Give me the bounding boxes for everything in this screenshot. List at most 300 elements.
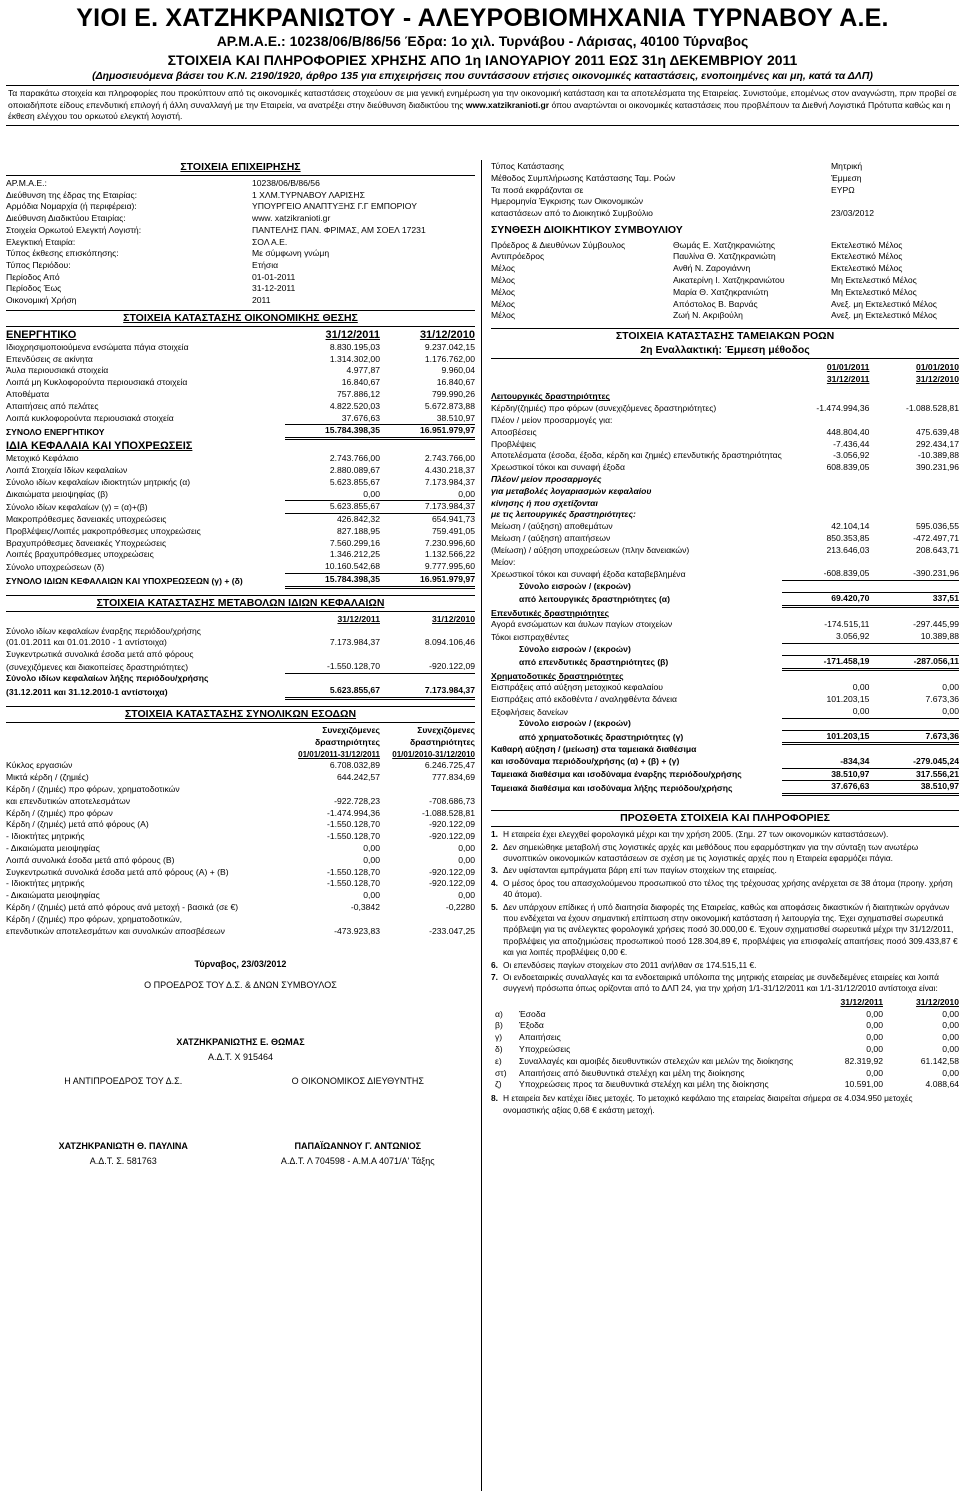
row-value-current: 827.188,95 (336, 525, 380, 536)
row-value-current: 213.646,03 (826, 544, 870, 555)
cfo-name: ΠΑΠΑΪΩΑΝΝΟΥ Γ. ΑΝΤΩΝΙΟΣ (294, 1141, 421, 1152)
member-role: Μέλος (491, 310, 516, 321)
row-value-current: -1.550.128,70 (326, 866, 380, 877)
vice-id: Α.Δ.Τ. Σ. 581763 (89, 1156, 157, 1167)
info-key: ΑΡ.Μ.Α.Ε.: (6, 178, 47, 188)
row-value-previous: 0,00 (458, 842, 475, 853)
row-label: Δικαιώματα μειοψηφίας (β) (6, 489, 109, 499)
row-value-current: 2.743.766,00 (329, 453, 380, 464)
member-name: Ανθή Ν. Ζαρογιάννη (673, 263, 751, 274)
row-value-previous: -708.686,73 (429, 795, 475, 806)
row-value-previous: 0,00 (458, 890, 475, 901)
row-value-previous: 6.246.725,47 (424, 760, 475, 771)
table-row (6, 365, 475, 377)
row-value-previous: 0,00 (942, 682, 959, 693)
note-text: Δεν υπάρχουν επίδικες ή υπό διαιτησία διαφορές της Εταιρείας, καθώς και αποφάσεις δικαστικών ή διαιτητικών οργάνων που ενδέχεται να έχουν σημαντική επίπτωση στην οικονομική κατάσταση ή λειτουργία της. Έχει σχηματισθεί σωρευτικά πρόβλεψη για τις ανέλεγκτες φορολογικά χρήσεις ποσό 30.000,00 €. Έχουν σχηματισθεί σωρευτικά μέχρι την 31/12/2011, προβλέψεις για αποζημιώσεις προσωπικού ποσό 128.304,89 €, προβλέψεις για επισφαλείς απαιτήσεις ποσό 309.433,87 € και για λοιπές προβλέψεις 0,00 €. (503, 901, 958, 958)
table-row (6, 401, 475, 413)
info-value: 31-12-2011 (252, 283, 296, 294)
cfo-id: Α.Δ.Τ. Λ 704598 - Α.Μ.Α 4071/Α' Τάξης (280, 1156, 435, 1167)
rp-label: Υποχρεώσεις προς τα διευθυντικά στελέχη και μέλη της διοίκησης (519, 1079, 769, 1090)
row-label: Αγορά ενσώματων και άυλων παγίων στοιχείων (491, 619, 673, 630)
rp-label: Συναλλαγές και αμοιβές διευθυντικών στελεχών και μελών της διοίκησης (519, 1055, 794, 1066)
note-text: Η εταιρεία έχει ελεγχθεί φορολογικά μέχρι και την χρήση 2005. (Σημ. 27 των οικονομικών καταστάσεων). (503, 829, 889, 840)
notes-list (491, 829, 959, 995)
row-label: Πλέον / μείον προσαρμογές για: (491, 414, 613, 425)
table-row (6, 867, 475, 879)
rp-value-current: 0,00 (866, 1020, 883, 1031)
rp-label: Υποχρεώσεις (519, 1044, 571, 1055)
report-info-row (491, 173, 959, 185)
board-member-row (491, 310, 959, 322)
balance-table: ΕΝΕΡΓΗΤΙΚΟ 31/12/2011 31/12/2010 Ιδιοχρησιμοποιούμενα ενσώματα πάγια στοιχεία 8.830.195,03 9.237.042,15 Επενδύσεις σε ακίνητα 1.314.302,00 1.176.762,00 Άυλα περιουσιακά στοιχεία 4.977,87 9.960,04 Λοιπά μη Κυκλοφορούντα περιουσιακά στοιχεία 16.840,67 16.840,67 Αποθέματα 757.886,12 799.990,26 Απαιτήσεις από πελάτες 4.822.520,03 5.672.873,88 Λοιπά κυκλοφορούντα περιουσιακά στοιχεία 37.676,63 38.510,97 ΣΥΝΟΛΟ ΕΝΕΡΓΗΤΙΚΟΥ 15.784.398,35 16.951.979,97 ΙΔΙΑ ΚΕΦΑΛΑΙΑ ΚΑΙ ΥΠΟΧΡΕΩΣΕΙΣ Μετοχικό Κεφάλαιο 2.743.766,00 2.743.766,00 Λοιπά Στοιχεία Ιδίων κεφαλαίων 2.880.089,67 4.430.218,37 Σύνολο ιδίων κεφαλαίων ιδιοκτητών μητρικής (α) 5.623.855,67 7.173.984,37 Δικαιώματα μειοψηφίας (β) 0,00 0,00 Σύνολο ιδίων κεφαλαίων (γ) = (α)+(β) 5.623.855,67 7.173.984,37 Μακροπρόθεσμες δανειακές υποχρεώσεις 426.842,32 654.941,73 Προβλέψεις/Λοιπές μακροπρόθεσμες υποχρεώσεις 827.188,95 759.491,05 Βραχυπρόθεσμες δανειακές Υποχρεώσεις 7.560.299,16 7.230.996,60 Λοιπές βραχυπρόθεσμες υποχρεώσεις 1.346.212,25 1.132.566,22 Σύνολο υποχρεώσεων (δ) 10.160.542,68 9.777.995,60 ΣΥΝΟΛΟ ΙΔΙΩΝ ΚΕΦΑΛΑΙΩΝ ΚΑΙ ΥΠΟΧΡΕΩΣΕΩΝ (γ) + (δ) 15.784.398,35 16.951.979,97 (6, 328, 475, 586)
row-value-previous: 759.491,05 (431, 525, 475, 536)
row-value-current: -1.550.128,70 (326, 831, 380, 842)
intro-paragraph: Τα παρακάτω στοιχεία και πληροφορίες που προκύπτουν από τις οικονομικές καταστάσεις στοχεύουν σε μια γενική ενημέρωση για την οικονομική κατάσταση και τα αποτελέσματα της Εταιρείας. Συνιστούμε, επομένως στον αναγνώστη, πριν προβεί σε οποιαδήποτε είδους επενδυτική επιλογή ή άλλη συναλλαγή με την Εταιρεία, να ανατρέξει στην διεύθυνση διαδικτύου της www.xatzikranioti.gr όπου αναρτώνται οι οικονομικές καταστάσεις που προβλέπουν τα Διεθνή Λογιστικά Πρότυπα καθώς και η έκθεση ελέγχου του ορκωτού ελεγκτή λογιστή. (6, 86, 959, 126)
table-row (491, 439, 959, 451)
table-row (6, 796, 475, 808)
rp-value-previous: 4.088,64 (925, 1079, 959, 1090)
note-item (491, 902, 959, 959)
note-number: 4. (491, 877, 498, 888)
rp-value-current: 0,00 (866, 1008, 883, 1019)
rp-label: Απαιτήσεις από διευθυντικά στελέχη και μέλη της διοίκησης (519, 1067, 745, 1078)
row-value-previous: 9.237.042,15 (424, 341, 475, 352)
info-key: Διεύθυνση Διαδικτύου Εταιρίας: (6, 213, 126, 224)
member-name: Ζωή Ν. Ακριβούλη (673, 310, 743, 321)
row-label: Λοιπές βραχυπρόθεσμες υποχρεώσεις (6, 549, 154, 560)
row-value-current: -608.839,05 (782, 568, 870, 580)
member-name: Απόστολος Β. Βαρνάς (673, 298, 758, 309)
table-row (491, 403, 959, 415)
table-row (491, 462, 959, 474)
cfo-title: Ο ΟΙΚΟΝΟΜΙΚΟΣ ΔΙΕΥΘΥΝΤΗΣ (291, 1076, 424, 1087)
table-row (6, 377, 475, 389)
row-label: (Μείωση) / αύξηση υποχρεώσεων (πλην δανειακών) (491, 544, 690, 555)
table-row (6, 772, 475, 784)
row-value-previous: -10.389,88 (917, 450, 959, 461)
table-row (491, 415, 959, 427)
member-role: Μέλος (491, 298, 516, 309)
rp-value-previous: 0,00 (942, 1067, 959, 1078)
member-type: Μη Εκτελεστικό Μέλος (831, 286, 917, 297)
row-value-previous (869, 557, 959, 569)
member-name: Παυλίνα Θ. Χατζηκρανιώτη (673, 251, 776, 262)
row-label: Λοιπά κυκλοφορούντα περιουσιακά στοιχεία (6, 413, 174, 424)
info-key: Τύπος Κατάστασης (491, 161, 564, 171)
rp-value-current: 0,00 (866, 1032, 883, 1043)
rp-value-previous: 61.142,58 (920, 1055, 959, 1066)
row-value-current: 8.830.195,03 (329, 341, 380, 352)
info-key: Μέθοδος Συμπλήρωσης Κατάστασης Ταμ. Ροών (491, 172, 676, 183)
info-key: Περίοδος Από (6, 271, 60, 282)
row-label: Λοιπά συνολικά έσοδα μετά από φόρους (Β) (6, 854, 175, 865)
right-column (487, 160, 959, 1491)
row-value-previous: 7.230.996,60 (424, 537, 475, 548)
row-value-previous: 292.434,17 (915, 438, 959, 449)
company-info-row (6, 283, 475, 295)
table-row (6, 477, 475, 489)
row-label: - Δικαιώματα μειοψηφίας (6, 842, 100, 853)
company-info-row (6, 190, 475, 202)
row-value-previous: -233.047,25 (429, 925, 475, 936)
related-party-table: 31/12/2011 31/12/2010 α) Έσοδα 0,00 0,00 β) Έξοδα 0,00 0,00 γ) Απαιτήσεις 0,00 0,00 δ) Υποχρεώσεις 0,00 0,00 ε) Συναλλαγές και αμοιβές διευθυντικών στελεχών και μελών της διοίκησης 82.319,92 61.142,58 στ) Απαιτήσεις από διευθυντικά στελέχη και μέλη της διοίκησης 0,00 0,00 ζ) Υποχρεώσεις προς τα διευθυντικά στελέχη και μέλη της διοίκησης 10.591,00 4.088,64 (491, 997, 959, 1091)
vice-title: Η ΑΝΤΙΠΡΟΕΔΡΟΣ ΤΟΥ Δ.Σ. (64, 1076, 183, 1087)
row-label: Τόκοι εισπραχθέντες (491, 631, 569, 642)
member-type: Εκτελεστικό Μέλος (831, 239, 903, 250)
chairman-title: Ο ΠΡΟΕΔΡΟΣ ΤΟΥ Δ.Σ. & ΔΝΩΝ ΣΥΜΒΟΥΛΟΣ (144, 980, 337, 991)
table-row (6, 413, 475, 425)
row-label: Κύκλος εργασιών (6, 760, 73, 771)
note-number: 1. (491, 829, 498, 840)
row-label: Κέρδη / (ζημιές) προ φόρων, χρηματοδοτικών, (6, 913, 183, 924)
row-value-current: 42.104,14 (831, 521, 870, 532)
row-value-current: 850.353,85 (826, 532, 870, 543)
note-item (491, 972, 959, 995)
rp-value-current: 10.591,00 (844, 1079, 883, 1090)
info-value: Έμμεση (831, 172, 862, 183)
rp-value-current: 0,00 (866, 1067, 883, 1078)
row-label: - Ιδιοκτήτες μητρικής (6, 831, 85, 842)
row-value-previous: 0,00 (380, 489, 475, 501)
row-value-current: 644.242,57 (336, 772, 380, 783)
row-value-previous: 7.173.984,37 (424, 476, 475, 487)
row-value-current: 0,00 (285, 489, 380, 501)
row-value-current: 608.839,05 (826, 462, 870, 473)
row-label: Αποθέματα (6, 388, 50, 399)
table-row (6, 902, 475, 914)
row-value-current: -7.436,44 (833, 438, 870, 449)
rp-value-previous: 0,00 (942, 1044, 959, 1055)
board-member-row (491, 299, 959, 311)
board-member-row (491, 263, 959, 275)
table-row (491, 545, 959, 557)
table-row (6, 526, 475, 538)
row-label: Εξοφλήσεις δανείων (491, 706, 568, 717)
note-item (491, 829, 959, 840)
row-value-current: 4.977,87 (346, 365, 380, 376)
table-row (491, 557, 959, 569)
table-row (6, 538, 475, 550)
related-party-row (491, 1009, 959, 1021)
row-value-current: 16.840,67 (341, 377, 380, 388)
note-number: 7. (491, 972, 498, 983)
row-value-previous: 654.941,73 (431, 514, 475, 525)
row-value-previous: 38.510,97 (380, 413, 475, 425)
table-row (491, 521, 959, 533)
report-info-row (491, 196, 959, 208)
note-text: Δεν σημειώθηκε μεταβολή στις λογιστικές αρχές και μεθόδους που εφαρμόστηκαν για την σύνταξη των ανωτέρω συνοπτικών οικονομικών καταστάσεων σε σχέση με τις λογιστικές αρχές που η Εταιρεία εφαρμόζει πάγια. (503, 841, 919, 863)
row-label: Λοιπά Στοιχεία Ιδίων κεφαλαίων (6, 464, 128, 475)
info-key: Στοιχεία Ορκωτού Ελεγκτή Λογιστή: (6, 224, 142, 235)
info-key: καταστάσεων από το Διοικητικό Συμβούλιο (491, 208, 653, 219)
table-row (491, 427, 959, 439)
rp-value-current: 0,00 (866, 1044, 883, 1055)
row-value-current: -174.515,11 (824, 619, 870, 630)
report-info-row (491, 161, 959, 173)
table-row (6, 890, 475, 902)
info-key: Ελεγκτική Εταιρία: (6, 236, 76, 247)
board-member-row (491, 251, 959, 263)
table-row (6, 514, 475, 526)
row-value-previous: -390.231,96 (869, 568, 959, 580)
note-number: 2. (491, 841, 498, 852)
row-label: - Ιδιοκτήτες μητρικής (6, 878, 85, 889)
info-value: ΕΥΡΩ (831, 184, 855, 195)
cashflow-table: 01/01/2011 01/01/2010 31/12/2011 31/12/2010 Λειτουργικές δραστηριότητες Κέρδη/(ζημιές) προ φόρων (συνεχιζόμενες δραστηριότητες) -1.474.994,36 -1.088.528,81 Πλέον / μείον προσαρμογές για: Αποσβέσεις 448.804,40 475.639,48 Προβλέψεις -7.436,44 292.434,17 Αποτελέσματα (έσοδα, έξοδα, κέρδη και ζημιές) επενδυτικής δραστηριότητας -3.056,92 -10.389,88 Χρεωστικοί τόκοι και συναφή έξοδα 608.839,05 390.231,96 Πλέον/ μείον προσαρμογές για μεταβολές λογαριασμών κεφαλαίου κίνησης ή που σχετίζονται με τις λειτουργικές δραστηριότητες: Μείωση / (αύξηση) αποθεμάτων 42.104,14 595.036,55 Μείωση / (αύξηση) απαιτήσεων 850.353,85 -472.497,71 (Μείωση) / αύξηση υποχρεώσεων (πλην δανειακών) 213.646,03 208.643,71 Μείον: Χρεωστικοί τόκοι και συναφή έξοδα καταβεβλημένα -608.839,05 -390.231,96 Σύνολο εισροών / (εκροών) από λειτουργικές δραστηριότητες (α) 69.420,70 337,51 Επενδυτικές δραστηριότητες Αγορά ενσώματων και άυλων παγίων στοιχείων -174.515,11 -297.445,99 Τόκοι εισπραχθέντες 3.056,92 10.389,88 Σύνολο εισροών / (εκροών) από επενδυτικές δραστηριότητες (β) -171.458,19 -287.056,11 Χρηματοδοτικές δραστηριότητες Εισπράξεις από αύξηση μετοχικού κεφαλαίου 0,00 0,00 Εισπράξεις από εκδοθέντα / αναληφθέντα δάνεια 101.203,15 7.673,36 Εξοφλήσεις δανείων 0,00 0,00 Σύνολο εισροών / (εκροών) από χρηματοδοτικές δραστηριότητες (γ) 101.203,15 7.673,36 Καθαρή αύξηση / (μείωση) στα ταμειακά διαθέσιμα και ισοδύναμα περιόδου/χρήσης (α) + (β) + (γ) -834,34 -279.045,24 Ταμειακά διαθέσιμα και ισοδύναμα έναρξης περιόδου/χρήσης 38.510,97 317.556,21 Ταμειακά διαθέσιμα και ισοδύναμα λήξης περιόδου/χρήσης 37.676,63 38.510,97 (491, 361, 959, 793)
info-value: ΣΟΛ Α.Ε. (252, 236, 288, 247)
row-value-previous: 10.389,88 (869, 631, 959, 643)
table-row (491, 694, 959, 706)
place-date: Τύρναβος, 23/03/2012 (194, 959, 287, 970)
table-row (491, 631, 959, 643)
row-value-previous: 1.132.566,22 (424, 549, 475, 560)
related-party-row (491, 1079, 959, 1091)
row-value-previous: 0,00 (869, 706, 959, 718)
related-party-row (491, 1068, 959, 1080)
table-row (6, 489, 475, 501)
info-value: 10238/06/Β/86/56 (252, 178, 320, 188)
table-row (6, 354, 475, 366)
assets-label: ΕΝΕΡΓΗΤΙΚΟ (6, 328, 77, 341)
related-party-row (491, 1020, 959, 1032)
row-label: επενδυτικών αποτελεσμάτων και συνολικών αποσβέσεων (6, 925, 225, 936)
left-column (6, 160, 482, 1491)
row-label: Μείωση / (αύξηση) αποθεμάτων (491, 521, 613, 532)
row-value-current (285, 784, 380, 796)
table-row (6, 760, 475, 772)
row-value-previous: 16.840,67 (436, 377, 475, 388)
row-value-previous: 4.430.218,37 (424, 464, 475, 475)
table-row (6, 453, 475, 465)
member-role: Μέλος (491, 274, 516, 285)
row-label: Απαιτήσεις από πελάτες (6, 400, 99, 411)
row-value-current: -3.056,92 (833, 450, 870, 461)
company-info-list (6, 178, 475, 307)
table-row (491, 533, 959, 545)
info-key: Ημερομηνία Έγκρισης των Οικονομικών (491, 196, 644, 207)
income-title: ΣΤΟΙΧΕΙΑ ΚΑΤΑΣΤΑΣΗΣ ΣΥΝΟΛΙΚΩΝ ΕΣΟΔΩΝ (6, 706, 475, 723)
board-title: ΣΥΝΘΕΣΗ ΔΙΟΙΚΗΤΙΚΟΥ ΣΥΜΒΟΥΛΙΟΥ (491, 223, 683, 236)
company-info-row (6, 237, 475, 249)
report-info-row (491, 185, 959, 197)
row-value-current: 0,00 (852, 682, 870, 693)
rp-label: Απαιτήσεις (519, 1032, 561, 1043)
rp-key: δ) (495, 1044, 503, 1055)
board-member-row (491, 275, 959, 287)
row-value-previous: -472.497,71 (913, 532, 959, 543)
row-label: Μακροπρόθεσμες δανειακές υποχρεώσεις (6, 514, 167, 525)
company-info-row (6, 248, 475, 260)
company-info-row (6, 201, 475, 213)
info-key: Τύπος έκθεσης επισκόπησης: (6, 248, 119, 259)
info-key: Οικονομική Χρήση (6, 295, 77, 306)
table-row (6, 784, 475, 796)
board-table (491, 240, 959, 323)
member-name: Θωμάς Ε. Χατζηκρανιώτης (673, 239, 776, 250)
company-info-row (6, 295, 475, 307)
note-number: 5. (491, 901, 498, 912)
row-value-previous: -920.122,09 (429, 866, 475, 877)
note-text: Οι επενδύσεις παγίων στοιχείων στο 2011 ανήλθαν σε 174.515,11 €. (503, 959, 757, 970)
row-label: Μικτά κέρδη / (ζημιές) (6, 772, 89, 783)
member-role: Πρόεδρος & Διευθύνων Σύμβουλος (491, 239, 626, 250)
signature-ids-row (6, 1156, 475, 1167)
info-value: www. xatzikranioti.gr (252, 213, 331, 224)
company-info-row (6, 178, 475, 190)
member-role: Αντιπρόεδρος (491, 251, 545, 262)
rp-value-current: 82.319,92 (844, 1055, 883, 1066)
info-value: 2011 (252, 295, 271, 306)
row-label: Εισπράξεις από εκδοθέντα / αναληφθέντα δάνεια (491, 694, 677, 705)
rp-key: στ) (495, 1067, 507, 1078)
row-value-previous: 475.639,48 (915, 426, 959, 437)
member-role: Μέλος (491, 286, 516, 297)
info-key: Τύπος Περιόδου: (6, 259, 71, 270)
info-value: Μητρική (831, 161, 863, 171)
info-key: Τα ποσά εκφράζονται σε (491, 184, 584, 195)
rp-label: Έξοδα (519, 1020, 544, 1031)
report-info-table (491, 161, 959, 220)
row-value-current (782, 415, 870, 427)
row-value-current: -922.728,23 (334, 795, 380, 806)
info-key: Διεύθυνση της έδρας της Εταιρίας: (6, 189, 138, 200)
row-value-previous: -920.122,09 (429, 878, 475, 889)
info-key: Περίοδος Έως (6, 283, 62, 294)
info-key: Αρμόδια Νομαρχία (ή περιφέρεια): (6, 201, 137, 212)
rp-key: α) (495, 1008, 503, 1019)
row-value-previous (380, 914, 475, 926)
table-row (6, 808, 475, 820)
info-value: ΠΑΝΤΕΛΗΣ ΠΑΝ. ΦΡΙΜΑΣ, ΑΜ ΣΟΕΛ 17231 (252, 224, 426, 235)
row-label: Κέρδη / (ζημιές) μετά από φόρους ανά μετοχή - βασικά (σε €) (6, 901, 239, 912)
board-member-row (491, 287, 959, 299)
row-value-current: -1.550.128,70 (326, 878, 380, 889)
row-value-current: 757.886,12 (336, 388, 380, 399)
equity-label: ΙΔΙΑ ΚΕΦΑΛΑΙΑ ΚΑΙ ΥΠΟΧΡΕΩΣΕΙΣ (6, 440, 193, 453)
note-text: Δεν υφίστανται εμπράγματα βάρη επί των παγίων στοιχείων της εταιρείας. (503, 865, 777, 876)
row-label: Κέρδη / (ζημιές) προ φόρων (6, 807, 113, 818)
row-value-previous: -920.122,09 (429, 831, 475, 842)
row-label: Κέρδη / (ζημιές) μετά από φόρους (Α) (6, 819, 149, 830)
row-value-current: 0,00 (363, 842, 380, 853)
row-label: Μείωση / (αύξηση) απαιτήσεων (491, 532, 611, 543)
table-row (6, 819, 475, 831)
row-value-current: -0,3842 (350, 901, 380, 912)
row-value-current (285, 914, 380, 926)
cashflow-subtitle: 2η Εναλλακτική: Έμμεση μέθοδος (491, 344, 959, 359)
note-number: 3. (491, 865, 498, 876)
row-value-previous (869, 415, 959, 427)
row-value-previous: 390.231,96 (915, 462, 959, 473)
notes-title: ΠΡΟΣΘΕΤΑ ΣΤΟΙΧΕΙΑ ΚΑΙ ΠΛΗΡΟΦΟΡΙΕΣ (491, 810, 959, 827)
member-role: Μέλος (491, 263, 516, 274)
report-info-row (491, 208, 959, 220)
table-row (6, 831, 475, 843)
row-value-previous: -1.088.528,81 (421, 807, 475, 818)
note-item (491, 960, 959, 971)
note-number: 6. (491, 959, 498, 970)
row-value-current (782, 557, 870, 569)
row-value-current: -473.923,83 (334, 925, 380, 936)
row-value-current: 37.676,63 (285, 413, 380, 425)
table-row (491, 619, 959, 631)
row-value-current: 2.880.089,67 (329, 464, 380, 475)
member-type: Ανεξ. μη Εκτελεστικό Μέλος (831, 298, 937, 309)
row-value-previous: -0,2280 (445, 901, 475, 912)
row-label: και επενδυτικών αποτελεσμάτων (6, 795, 131, 806)
equity-changes-title: ΣΤΟΙΧΕΙΑ ΚΑΤΑΣΤΑΣΗΣ ΜΕΤΑΒΟΛΩΝ ΙΔΙΩΝ ΚΕΦΑΛΑΙΩΝ (6, 595, 475, 612)
row-value-current: 3.056,92 (782, 631, 870, 643)
row-value-current: -1.550.128,70 (326, 819, 380, 830)
vice-name: ΧΑΤΖΗΚΡΑΝΙΩΤΗ Θ. ΠΑΥΛΙΝΑ (58, 1141, 188, 1152)
info-value: 1 ΧΛΜ.ΤΥΡΝΑΒΟΥ ΛΑΡΙΣΗΣ (252, 189, 365, 200)
row-value-current: 0,00 (363, 890, 380, 901)
row-value-current: 0,00 (782, 706, 870, 718)
row-label: Ιδιοχρησιμοποιούμενα ενσώματα πάγια στοιχεία (6, 341, 189, 352)
website-link[interactable]: www.xatzikranioti.gr (465, 99, 550, 110)
info-value: ΥΠΟΥΡΓΕΙΟ ΑΝΑΠΤΥΞΗΣ Γ.Γ ΕΜΠΟΡΙΟΥ (252, 201, 417, 212)
rp-label: Έσοδα (519, 1008, 546, 1019)
table-row (6, 878, 475, 890)
member-type: Ανεξ. μη Εκτελεστικό Μέλος (831, 310, 937, 321)
table-row (6, 389, 475, 401)
row-value-current: 5.623.855,67 (329, 476, 380, 487)
row-value-previous: 0,00 (458, 854, 475, 865)
equity-changes-table: 31/12/2011 31/12/2010 Σύνολο ιδίων κεφαλαίων έναρξης περιόδου/χρήσης (01.01.2011 και 01.01.2010 - 1 αντίστοιχα) 7.173.984,37 8.094.106,46 Συγκεντρωτικά συνολικά έσοδα μετά από φόρους (συνεχιζόμενες και διακοπείσες δραστηριότητες) -1.550.128,70 -920.122,09 Σύνολο ιδίων κεφαλαίων λήξης περιόδου/χρήσης (31.12.2011 και 31.12.2010-1 αντίστοιχα) 5.623.855,67 7.173.984,37 (6, 613, 475, 697)
row-value-current: 1.314.302,00 (329, 353, 380, 364)
row-value-previous: 9.960,04 (441, 365, 475, 376)
legal-subtitle: (Δημοσιευόμενα βάσει του Κ.Ν. 2190/1920, άρθρο 135 για επιχειρήσεις που συντάσσουν ετήσιες οικονομικές καταστάσεις, ενοποιημένες και μη, κατά τα ΔΛΠ) (6, 69, 959, 86)
row-value-current: 4.822.520,03 (329, 400, 380, 411)
row-label: Χρεωστικοί τόκοι και συναφή έξοδα καταβεβλημένα (491, 568, 686, 579)
table-row (491, 682, 959, 694)
company-registration: ΑΡ.Μ.Α.Ε.: 10238/06/Β/86/56 Έδρα: 1ο χιλ. Τυρνάβου - Λάρισας, 40100 Τύρναβος (216, 33, 749, 49)
info-value (831, 196, 959, 208)
row-value-current: 426.842,32 (336, 514, 380, 525)
row-value-current: 7.560.299,16 (329, 537, 380, 548)
info-value: Με σύμφωνη γνώμη (252, 248, 330, 259)
row-label: Βραχυπρόθεσμες δανειακές Υποχρεώσεις (6, 537, 167, 548)
member-name: Μαρία Θ. Χατζηκρανιώτη (673, 286, 769, 297)
row-label: Προβλέψεις (491, 438, 536, 449)
rp-key: β) (495, 1020, 503, 1031)
row-value-previous (380, 784, 475, 796)
info-value: 01-01-2011 (252, 271, 296, 282)
rp-key: γ) (495, 1032, 503, 1043)
table-row (6, 843, 475, 855)
table-row (6, 855, 475, 867)
row-label: Αποτελέσματα (έσοδα, έξοδα, κέρδη και ζημιές) επενδυτικής δραστηριότητας (491, 450, 782, 461)
table-row (6, 549, 475, 561)
note-text: Ο μέσος όρος του απασχολούμενου προσωπικού στο τέλος της τρέχουσας χρήσης ανέρχεται σε 38 άτομα (προηγ. χρήση 40 άτομα). (503, 877, 953, 900)
row-value-previous: 1.176.762,00 (424, 353, 475, 364)
signature-titles-row (6, 1076, 475, 1087)
row-value-current: 448.804,40 (826, 426, 870, 437)
company-info-title: ΣΤΟΙΧΕΙΑ ΕΠΙΧΕΙΡΗΣΗΣ (6, 160, 475, 176)
row-label: Προβλέψεις/Λοιπές μακροπρόθεσμες υποχρεώσεις (6, 525, 201, 536)
signature-names-row (6, 1141, 475, 1152)
balance-title: ΣΤΟΙΧΕΙΑ ΚΑΤΑΣΤΑΣΗΣ ΟΙΚΟΝΟΜΙΚΗΣ ΘΕΣΗΣ (6, 310, 475, 327)
row-value-previous: 595.036,55 (915, 521, 959, 532)
rp-value-previous: 0,00 (942, 1008, 959, 1019)
rp-value-previous: 0,00 (942, 1020, 959, 1031)
row-label: Λοιπά μη Κυκλοφορούντα περιουσιακά στοιχεία (6, 377, 188, 388)
chairman-name: ΧΑΤΖΗΚΡΑΝΙΩΤΗΣ Ε. ΘΩΜΑΣ (176, 1036, 305, 1047)
related-party-row (491, 1032, 959, 1044)
rp-value-previous: 0,00 (942, 1032, 959, 1043)
company-info-row (6, 260, 475, 272)
table-row (6, 914, 475, 926)
